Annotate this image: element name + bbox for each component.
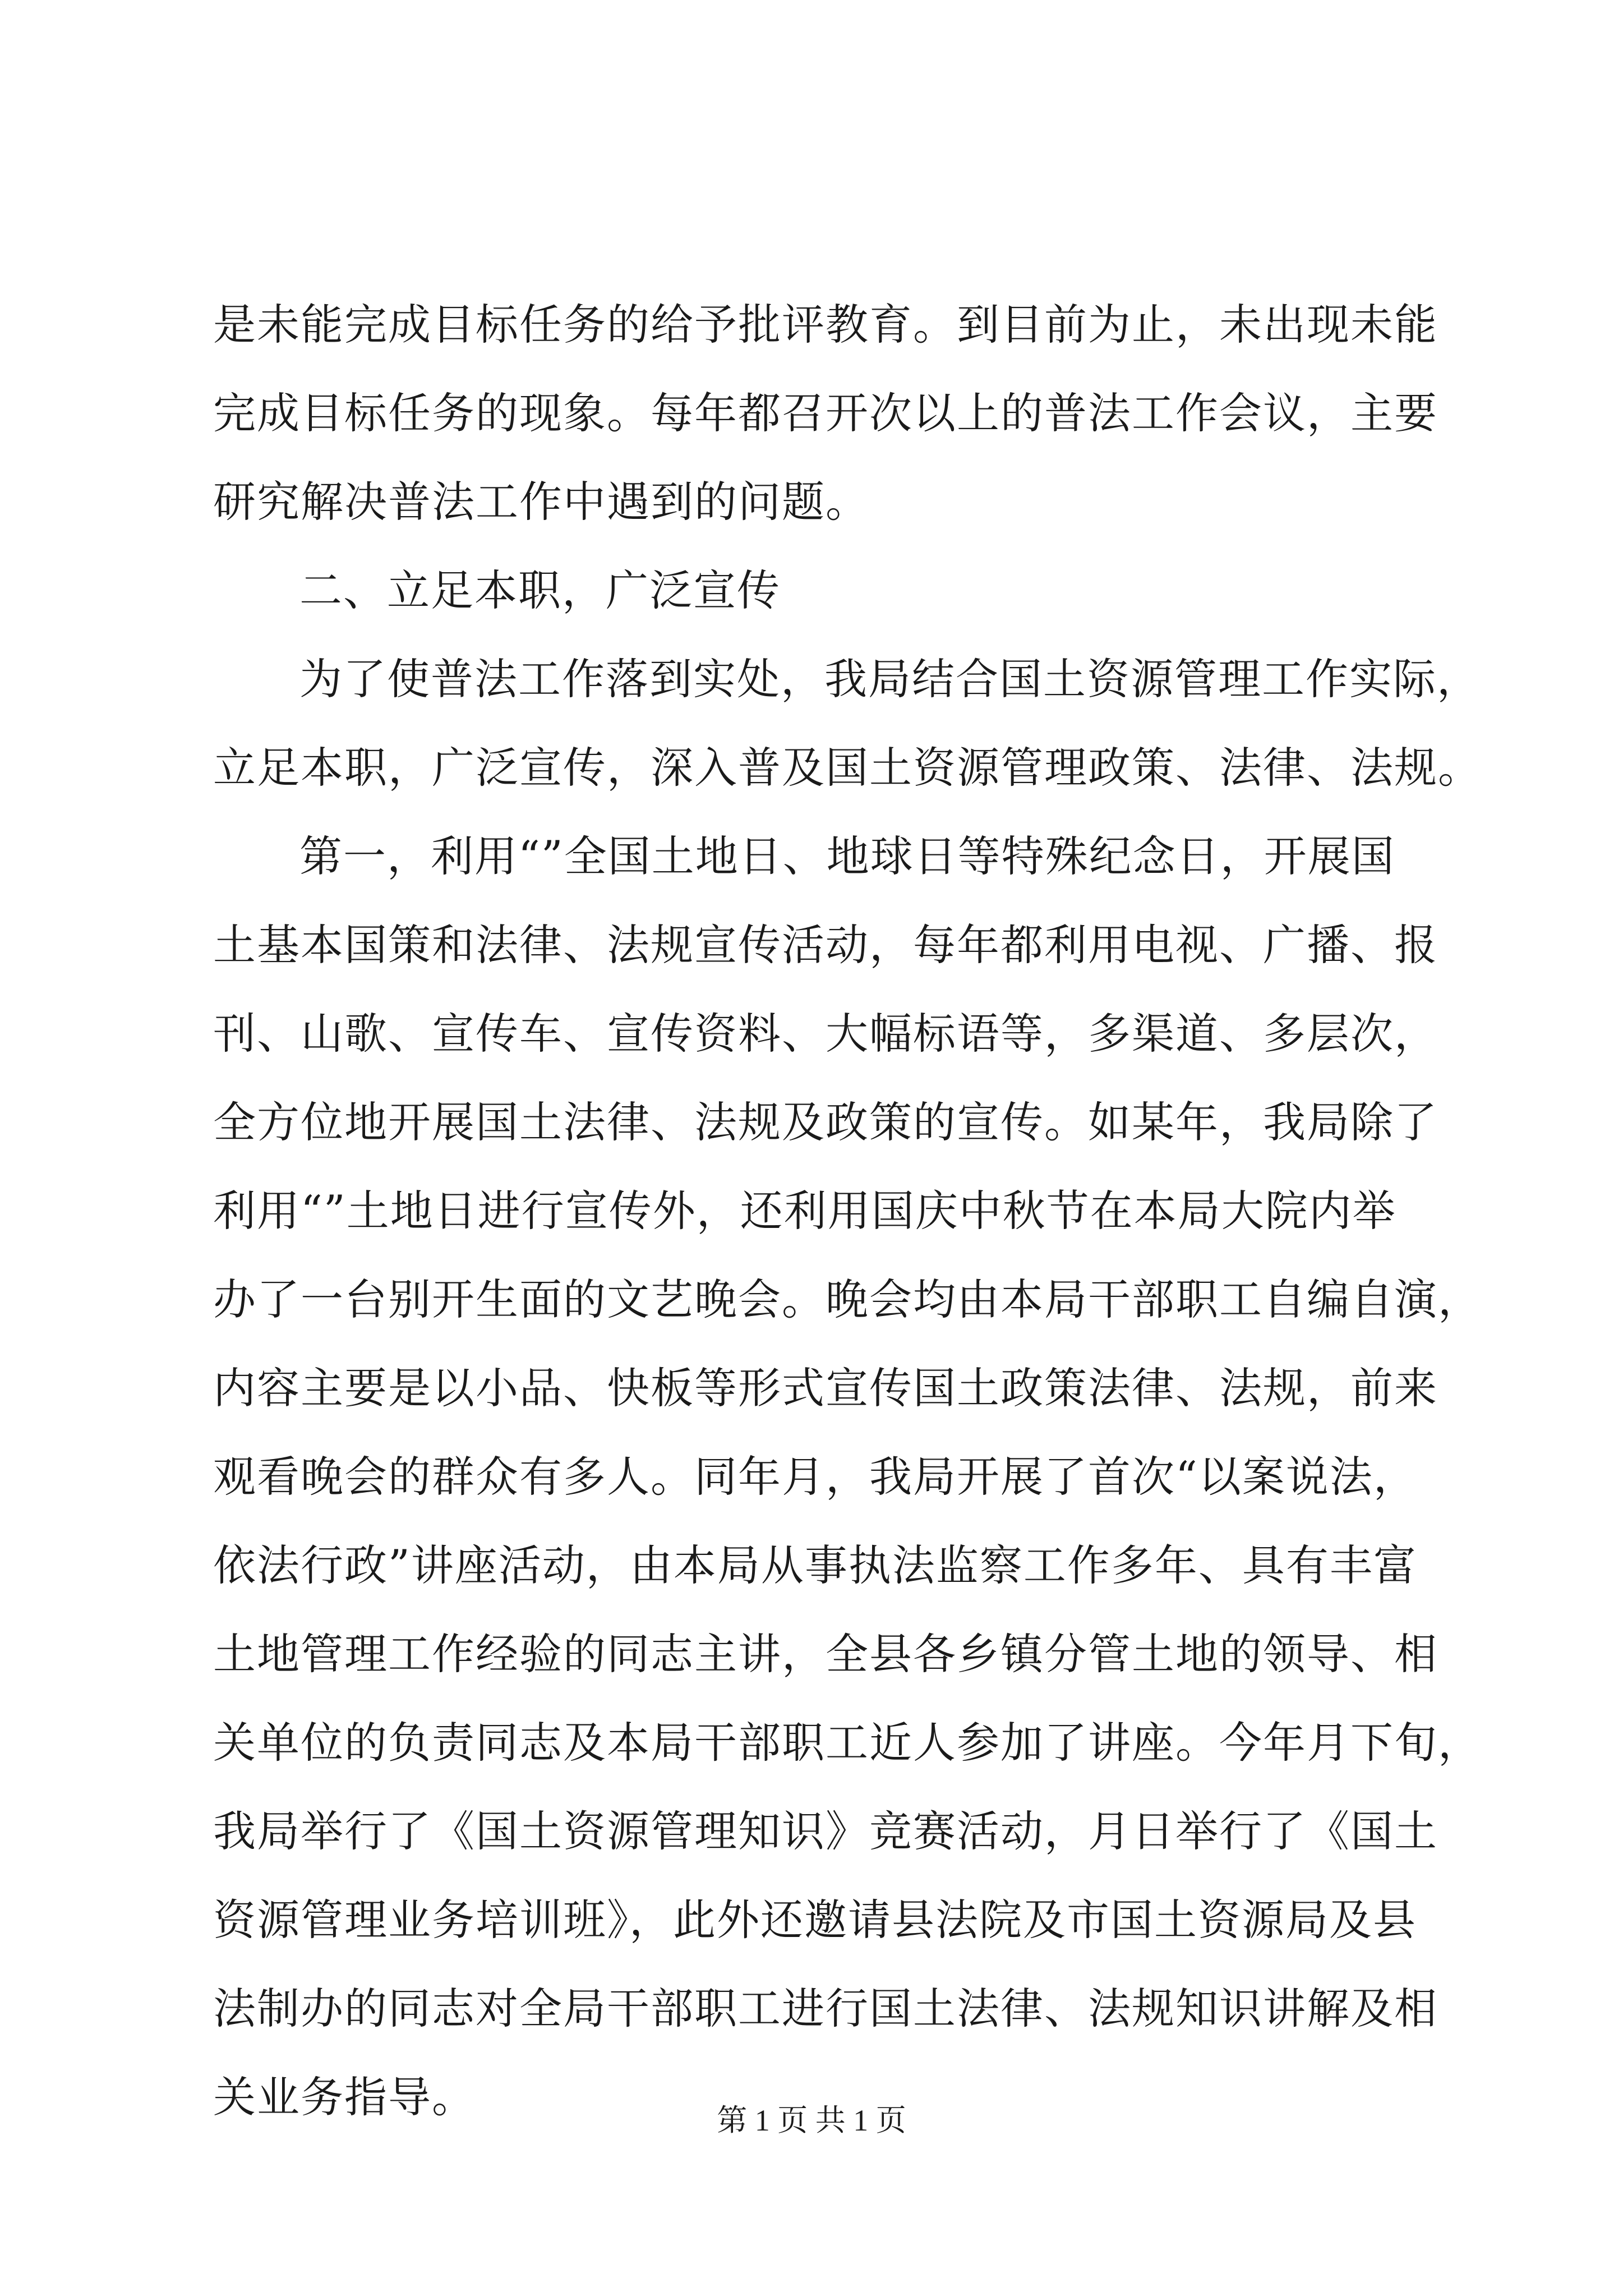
text-line: 第一，利用“”全国土地日、地球日等特殊纪念日，开展国	[299, 831, 1395, 881]
text-line: 是未能完成目标任务的给予批评教育。到目前为止，未出现未能	[213, 300, 1438, 349]
text-line: 法制办的同志对全局干部职工进行国土法律、法规知识讲解及相	[213, 1984, 1438, 2033]
document-body	[213, 280, 1482, 2142]
text-line: 内容主要是以小品、快板等形式宣传国土政策法律、法规，前来	[213, 1363, 1438, 1413]
text-line: 立足本职，广泛宣传，深入普及国土资源管理政策、法律、法规。	[213, 743, 1482, 793]
text-line: 二、立足本职，广泛宣传	[299, 565, 781, 615]
page-footer: 第 1 页 共 1 页	[717, 2104, 906, 2137]
text-line: 完成目标任务的现象。每年都召开次以上的普法工作会议，主要	[213, 388, 1438, 438]
text-line: 我局举行了《国土资源管理知识》竞赛活动，月日举行了《国土	[213, 1806, 1438, 1856]
text-line: 全方位地开展国土法律、法规及政策的宣传。如某年，我局除了	[213, 1097, 1438, 1147]
text-line: 办了一台别开生面的文艺晚会。晚会均由本局干部职工自编自演，	[213, 1274, 1482, 1324]
text-line: 研究解决普法工作中遇到的问题。	[213, 477, 869, 527]
text-line: 利用“”土地日进行宣传外，还利用国庆中秋节在本局大院内举	[213, 1186, 1396, 1236]
text-line: 关业务指导。	[213, 2072, 476, 2122]
text-line: 观看晚会的群众有多人。同年月，我局开展了首次“以案说法，	[213, 1452, 1417, 1502]
text-line: 为了使普法工作落到实处，我局结合国土资源管理工作实际，	[299, 654, 1481, 704]
text-line: 资源管理业务培训班》，此外还邀请县法院及市国土资源局及县	[213, 1895, 1417, 1945]
text-line: 土地管理工作经验的同志主讲，全县各乡镇分管土地的领导、相	[213, 1629, 1438, 1679]
text-line: 刊、山歌、宣传车、宣传资料、大幅标语等，多渠道、多层次，	[213, 1009, 1438, 1059]
text-line: 依法行政”讲座活动，由本局从事执法监察工作多年、具有丰富	[213, 1540, 1417, 1590]
text-line: 关单位的负责同志及本局干部职工近人参加了讲座。今年月下旬，	[213, 1718, 1482, 1768]
text-line: 土基本国策和法律、法规宣传活动，每年都利用电视、广播、报	[213, 920, 1438, 970]
